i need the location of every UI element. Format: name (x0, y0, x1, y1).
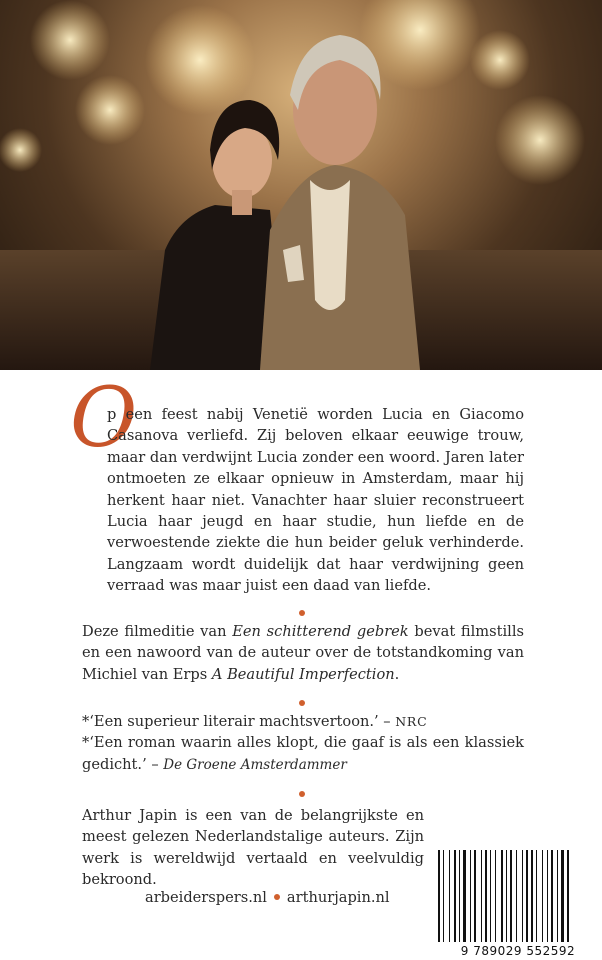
separator-dot (299, 610, 305, 616)
barcode-icon (434, 848, 602, 944)
barcode-bar (536, 850, 537, 942)
publisher-link[interactable]: arbeiderspers.nl (145, 889, 267, 906)
barcode-bar (510, 850, 512, 942)
separator-dot (274, 894, 280, 900)
author-bio-text: Arthur Japin is een van de belangrijkste en meest gelezen Nederlandstalige auteurs. Zijn werk is wereldwijd vertaald en veelvuldig bekroond. (82, 807, 424, 889)
barcode-bar (485, 850, 487, 942)
website-links (145, 889, 390, 906)
barcode-bar (526, 850, 528, 942)
isbn-barcode (434, 848, 602, 960)
barcode-bar (495, 850, 496, 942)
barcode-bar (463, 850, 466, 942)
film-still-photo-icon (0, 0, 602, 370)
film-edition-paragraph (82, 621, 524, 685)
press-quote (82, 711, 524, 732)
barcode-bar (459, 850, 460, 942)
isbn-number: 9 789029 552592 (460, 944, 576, 958)
barcode-bar (557, 850, 558, 942)
barcode-bar (470, 850, 471, 942)
quote-source: NRC (395, 714, 428, 729)
barcode-bar (454, 850, 456, 942)
barcode-bar (449, 850, 450, 942)
quote-text: *‘Een roman waarin alles klopt, die gaaf is als een klassiek gedicht.’ – (82, 734, 524, 773)
film-title: A Beautiful Imperfection (211, 665, 395, 683)
barcode-bar (438, 850, 440, 942)
press-quote (82, 732, 524, 776)
barcode-bar (522, 850, 523, 942)
barcode-bar (551, 850, 553, 942)
author-bio (82, 805, 424, 891)
film-edition-text-3: . (394, 665, 400, 683)
separator-dot (299, 700, 305, 706)
man-figure (260, 35, 420, 370)
author-site-link[interactable]: arthurjapin.nl (286, 889, 390, 906)
press-quotes (82, 711, 524, 776)
barcode-bar (516, 850, 517, 942)
barcode-bar (501, 850, 503, 942)
book-title: Een schitterend gebrek (232, 623, 409, 640)
quote-text: *‘Een superieur literair machtsvertoon.’ – (82, 713, 396, 730)
blurb-paragraph (82, 404, 524, 597)
blurb-text: p een feest nabij Venetië worden Lucia en Giacomo Casanova verliefd. Zij beloven elkaar eeuwige trouw, maar dan verdwijnt Lucia zonder een woord. Jaren later ontmoeten ze elkaar opnieuw in Amsterdam, maar hij herkent haar niet. Vanachter haar sluier reconstrueert Lucia haar jeugd en haar studie, hun liefde en de verwoestende ziekte die hun beider geluk verhinderde. Langzaam wordt duidelijk dat haar verdwijning geen verraad was maar juist een daad van liefde. (107, 406, 524, 595)
barcode-bar (443, 850, 444, 942)
barcode-bar (506, 850, 507, 942)
quote-source: De Groene Amsterdammer (163, 756, 347, 773)
film-edition-text: Deze filmeditie van (82, 623, 233, 640)
barcode-bar (474, 850, 476, 942)
barcode-bar (561, 850, 564, 942)
cover-photo (0, 0, 602, 370)
barcode-bar (531, 850, 533, 942)
barcode-bar (547, 850, 548, 942)
barcode-bar (490, 850, 491, 942)
barcode-bar (542, 850, 543, 942)
film-edition-text-2: bevat filmstills en een nawoord van de auteur over de totstandkoming van Michiel van Erps (82, 623, 524, 683)
drop-cap: O (70, 371, 138, 466)
separator-dot (299, 791, 305, 797)
barcode-bar (481, 850, 482, 942)
barcode-bar (567, 850, 569, 942)
